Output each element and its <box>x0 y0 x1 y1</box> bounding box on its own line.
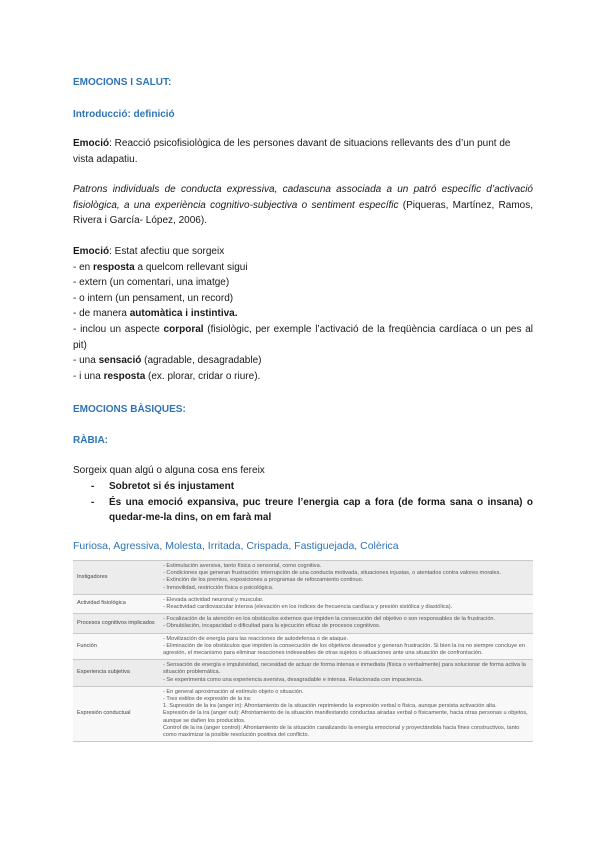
item-bold: automàtica i instintiva. <box>129 308 238 320</box>
definition-2-intro <box>73 244 533 260</box>
table-line: - Tres estilos de expresión de la ira: <box>163 696 252 703</box>
table-row <box>73 686 533 741</box>
table-row-label: Actividad fisiológica <box>73 594 159 613</box>
anger-point: - Sobretot si és injustament <box>91 481 235 492</box>
table-row-label: Instigadores <box>73 561 159 595</box>
intro-heading: Introducció: definició <box>73 109 175 120</box>
table-row-content <box>159 561 533 595</box>
table-line: Control de la ira (anger control): Afrontamiento de la situación canalizando la energía emocional y proyectándola hacia fines constructivos, tanto como maximizar la posible resolución positiva del conflicto. <box>163 724 520 739</box>
definition-quote <box>73 182 533 229</box>
table-row-content <box>159 686 533 741</box>
definition-2-item <box>73 291 533 307</box>
item-text: a quelcom rellevant sigui <box>134 261 248 273</box>
table-row-label: Expresión conductual <box>73 686 159 741</box>
table-line: - Sensación de energía e impulsividad, necesidad de actuar de forma intensa e inmediata (física o verbalmente) para solucionar de forma activa la situación problemática. <box>163 662 526 676</box>
table-line: - Extinción de los premios, exposiciones a programas de reforzamiento continuo. <box>163 577 364 584</box>
anger-intro: Sorgeix quan algú o alguna cosa ens fereix <box>73 465 265 476</box>
anger-point-text: És una emoció expansiva, puc treure l’energia cap a fora (de forma sana o insana) o quedar-me-la dins, on em farà mal <box>109 496 533 524</box>
anger-point-text: Sobretot si és injustament <box>109 481 235 492</box>
table-row <box>73 614 533 633</box>
definition-2-item <box>73 260 533 276</box>
definition-2-intro-text: : Estat afectiu que sorgeix <box>109 246 225 257</box>
table-line: - En general aproximación al estímulo objeto o situación. <box>163 688 304 695</box>
table-row-label: Experiencia subjetiva <box>73 660 159 687</box>
item-text: - i una <box>73 370 104 382</box>
item-text: - de manera <box>73 308 130 320</box>
table-line: Expresión de la ira (anger out): Afrontamiento de la situación manifestando conductas airadas verbal o físicamente, hacia otras personas u objetos, aunque se dañen los producidos. <box>163 710 528 724</box>
table-line: - Reactividad cardiovascular intensa (elevación en los índices de frecuencia cardíaca y presión sistólica y diastólica). <box>163 604 453 611</box>
definition-2-item <box>73 369 533 385</box>
anger-point: - És una emoció expansiva, puc treure l’energia cap a fora (de forma sana o insana) o quedar-me-la dins, on em farà mal <box>91 496 533 524</box>
document-title: EMOCIONS I SALUT: <box>73 77 172 88</box>
table-line: - Obnubilación, incapacidad o dificultad para la ejecución eficaz de procesos cognitivos. <box>163 623 381 630</box>
item-bold: sensació <box>98 355 142 367</box>
table-line: - Se experimenta como una experiencia aversiva, desagradable e intensa. Relacionada con impaciencia. <box>163 676 423 683</box>
table-row-label: Función <box>73 633 159 660</box>
table-line: - Focalización de la atención en los obstáculos externos que impiden la consecución del objetivo o son responsables de la frustración. <box>163 616 496 623</box>
item-text: (ex. plorar, cridar o riure). <box>145 370 261 382</box>
table-row <box>73 660 533 687</box>
definition-2-item <box>73 322 533 353</box>
definition-2-term: Emoció <box>73 246 110 257</box>
table-row <box>73 561 533 595</box>
definition-2 <box>73 244 533 384</box>
anger-info-table <box>73 560 533 742</box>
table-row-content <box>159 614 533 633</box>
table-row-content <box>159 660 533 687</box>
table-row <box>73 594 533 613</box>
basic-emotions-heading: EMOCIONS BÀSIQUES: <box>73 404 186 415</box>
item-text: - extern (un comentari, una imatge) <box>73 277 230 289</box>
table-line: - Estimulación aversiva, tanto física o sensorial, como cognitiva. <box>163 563 322 569</box>
table-line: - Condiciones que generan frustración: interrupción de una conducta motivada, situaciones injustas, o atentados contra valores morales. <box>163 570 501 577</box>
table-line: 1. Supresión de la ira (anger in): Afrontamiento de la situación reprimiendo la expresión verbal o física, aunque persista activación alta. <box>163 703 497 710</box>
definition-2-item <box>73 275 533 291</box>
table-row <box>73 633 533 660</box>
item-bold: resposta <box>103 370 146 382</box>
quote-citation: (Piqueras, Martínez, Ramos, Rivera i García- López, 2006). <box>73 199 534 227</box>
anger-points <box>73 479 533 526</box>
definition-1 <box>73 136 533 167</box>
anger-synonyms: Furiosa, Agressiva, Molesta, Irritada, Crispada, Fastiguejada, Colèrica <box>73 540 399 552</box>
item-text: - inclou un aspecte <box>73 323 164 335</box>
table-line: - Elevada actividad neuronal y muscular. <box>163 596 264 603</box>
table-row-content <box>159 594 533 613</box>
definition-1-term: Emoció <box>73 138 110 149</box>
item-text: - una <box>73 355 99 367</box>
item-text: (agradable, desagradable) <box>141 355 262 367</box>
item-bold: corporal <box>163 323 204 335</box>
table-line: - Inmovilidad, restricción física o psicológica. <box>163 584 274 591</box>
table-row-content <box>159 633 533 660</box>
definition-1-text: : Reacció psicofisiològica de les persones davant de situacions rellevants des d’un punt de vista adapatiu. <box>73 138 511 165</box>
definition-2-item <box>73 353 533 369</box>
definition-2-item <box>73 306 533 322</box>
item-text: - en <box>73 261 94 273</box>
item-text: (fisiològic, per exemple l’activació de la freqüència cardíaca o un pes al pit) <box>73 323 533 351</box>
quote-italic: Patrons individuals de conducta expressiva, cadascuna associada a un patró específic d’activació fisiològica, a una experiència cognitivo-subjectiva o sentiment específic <box>73 184 533 211</box>
item-bold: resposta <box>93 261 135 273</box>
table-row-label: Procesos cognitivos implicados <box>73 614 159 633</box>
item-text: - o intern (un pensament, un record) <box>73 292 234 304</box>
anger-heading: RÀBIA: <box>73 435 108 446</box>
table-line: - Movilización de energía para las reacciones de autodefensa o de ataque. <box>163 635 349 642</box>
table-line: - Eliminación de los obstáculos que impiden la consecución de los objetivos deseados y generan frustración. Si bien la ira no siempre concluye en agresión, el mecanismo para eliminar reacciones indeseables de otras sujetos o situaciones ante una situación de confrontación. <box>163 642 525 657</box>
